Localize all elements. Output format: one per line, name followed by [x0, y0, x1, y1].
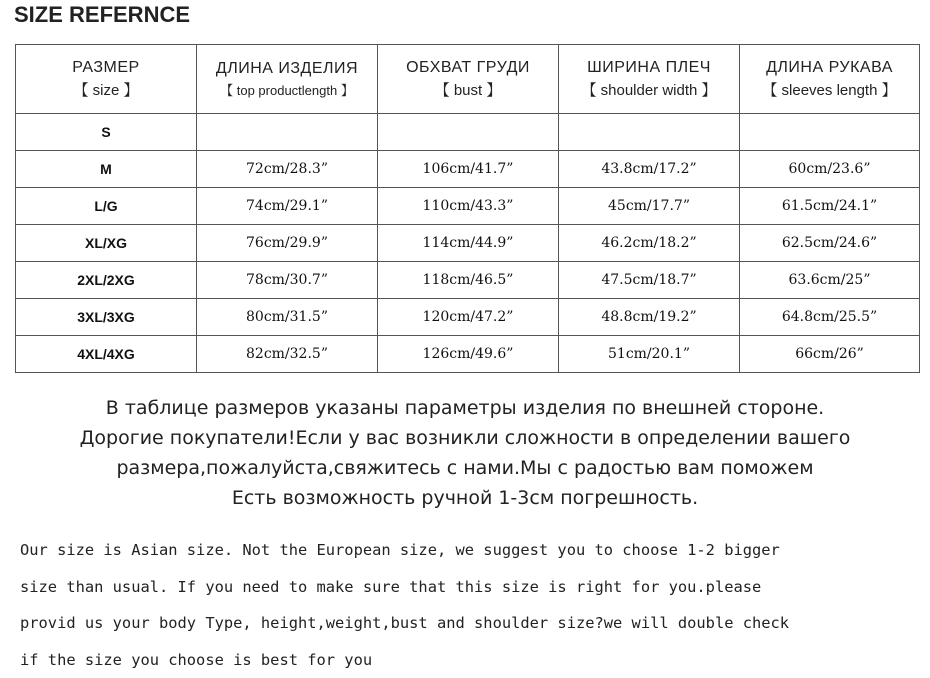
cell-shoulder: 51cm/20.1” — [559, 336, 740, 373]
cell-length: 82cm/32.5” — [197, 336, 378, 373]
cell-size: M — [16, 151, 197, 188]
cell-size: L/G — [16, 188, 197, 225]
cell-size: 3XL/3XG — [16, 299, 197, 336]
cell-length: 80cm/31.5” — [197, 299, 378, 336]
header-length-ru: ДЛИНА ИЗДЕЛИЯ — [197, 60, 377, 78]
cell-shoulder: 45cm/17.7” — [559, 188, 740, 225]
cell-size: S — [16, 114, 197, 151]
table-row — [16, 225, 920, 262]
header-bust-en: 【 bust 】 — [378, 79, 558, 100]
header-size-ru: РАЗМЕР — [16, 59, 196, 77]
note-en-line: if the size you choose is best for you — [20, 642, 925, 678]
cell-bust: 118cm/46.5” — [378, 262, 559, 299]
page-title: SIZE REFERNCE — [14, 2, 190, 28]
note-ru-line: В таблице размеров указаны параметры изделия по внешней стороне. — [0, 393, 930, 423]
cell-shoulder: 43.8cm/17.2” — [559, 151, 740, 188]
header-shoulder-en: 【 shoulder width 】 — [559, 79, 739, 100]
table-row — [16, 114, 920, 151]
note-ru-line: Дорогие покупатели!Если у вас возникли сложности в определении вашего — [0, 423, 930, 453]
header-length — [197, 45, 378, 114]
cell-length — [197, 114, 378, 151]
cell-size: XL/XG — [16, 225, 197, 262]
cell-shoulder: 46.2cm/18.2” — [559, 225, 740, 262]
cell-bust: 106cm/41.7” — [378, 151, 559, 188]
cell-shoulder: 48.8cm/19.2” — [559, 299, 740, 336]
cell-bust — [378, 114, 559, 151]
cell-size: 2XL/2XG — [16, 262, 197, 299]
cell-length: 76cm/29.9” — [197, 225, 378, 262]
cell-sleeve: 60cm/23.6” — [740, 151, 920, 188]
notes-russian — [0, 393, 930, 513]
cell-bust: 126cm/49.6” — [378, 336, 559, 373]
header-length-en: 【 top productlength 】 — [197, 80, 377, 99]
cell-bust: 120cm/47.2” — [378, 299, 559, 336]
cell-bust: 114cm/44.9” — [378, 225, 559, 262]
table-row — [16, 188, 920, 225]
cell-length: 78cm/30.7” — [197, 262, 378, 299]
header-size — [16, 45, 197, 114]
table-row — [16, 262, 920, 299]
table-row — [16, 299, 920, 336]
table-row — [16, 151, 920, 188]
note-ru-line: Есть возможность ручной 1-3см погрешность. — [0, 483, 930, 513]
note-en-line: Our size is Asian size. Not the European size, we suggest you to choose 1-2 bigger — [20, 532, 925, 569]
cell-size: 4XL/4XG — [16, 336, 197, 373]
cell-length: 72cm/28.3” — [197, 151, 378, 188]
cell-bust: 110cm/43.3” — [378, 188, 559, 225]
cell-sleeve: 62.5cm/24.6” — [740, 225, 920, 262]
notes-english — [20, 532, 925, 678]
header-sleeve — [740, 45, 920, 114]
table-header-row — [16, 45, 920, 114]
note-en-line: size than usual. If you need to make sure that this size is right for you.please — [20, 569, 925, 606]
header-size-en: 【 size 】 — [16, 79, 196, 100]
cell-shoulder: 47.5cm/18.7” — [559, 262, 740, 299]
note-en-line: provid us your body Type, height,weight,bust and shoulder size?we will double check — [20, 605, 925, 642]
header-sleeve-ru: ДЛИНА РУКАВА — [740, 59, 919, 77]
cell-sleeve: 64.8cm/25.5” — [740, 299, 920, 336]
cell-shoulder — [559, 114, 740, 151]
cell-sleeve: 63.6cm/25” — [740, 262, 920, 299]
header-shoulder-ru: ШИРИНА ПЛЕЧ — [559, 59, 739, 77]
cell-sleeve: 61.5cm/24.1” — [740, 188, 920, 225]
header-bust-ru: ОБХВАТ ГРУДИ — [378, 59, 558, 77]
note-ru-line: размера,пожалуйста,свяжитесь с нами.Мы с радостью вам поможем — [0, 453, 930, 483]
header-shoulder — [559, 45, 740, 114]
cell-length: 74cm/29.1” — [197, 188, 378, 225]
table-row — [16, 336, 920, 373]
size-table — [15, 44, 920, 373]
header-bust — [378, 45, 559, 114]
cell-sleeve — [740, 114, 920, 151]
cell-sleeve: 66cm/26” — [740, 336, 920, 373]
header-sleeve-en: 【 sleeves length 】 — [740, 79, 919, 100]
